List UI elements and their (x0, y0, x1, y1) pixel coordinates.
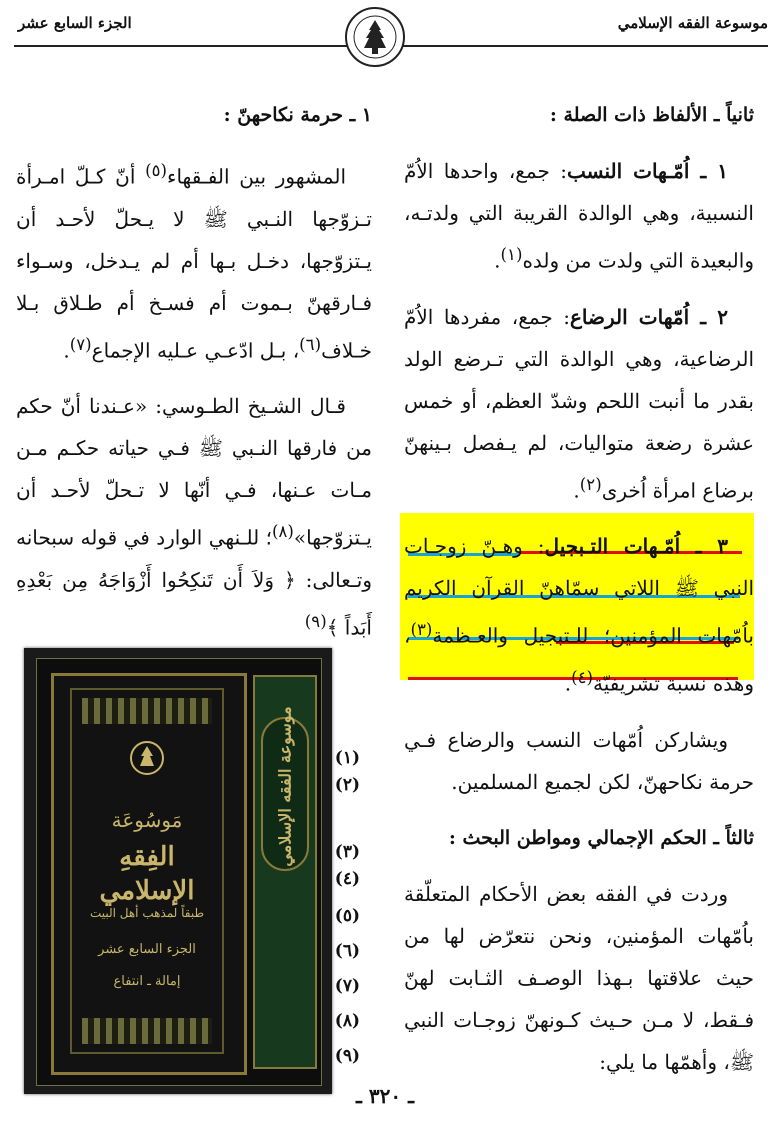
paragraph-sharing: ويشاركن اُمّهات النسب والرضاع فـي حرمة نكاحهنّ، لكن لجميع المسلمين. (404, 727, 754, 794)
footnote-marker: (٦) (334, 941, 360, 961)
header-left-title: الجزء السابع عشر (18, 14, 132, 32)
paragraph-nasab: ١ ـ اُمّـهات النسب: جمع، واحدها الاُمّ النسبية، وهي الوالدة القريبة التي ولدتـه، والبعيدة التي ولدت من ولده$^{(١)}$. (404, 159, 754, 273)
cover-frame (51, 673, 247, 1075)
cover-inner-frame (70, 688, 224, 1054)
book-volume: الجزء السابع عشر (98, 942, 196, 957)
subsection-heading: ١ ـ حرمة نكاحهنّ : (223, 104, 372, 126)
footnote-marker: (٥) (334, 906, 360, 926)
left-column (16, 94, 372, 663)
footnote-markers (332, 748, 360, 1073)
right-column (404, 94, 754, 1097)
paragraph-tabjil: ٣ ـ اُمّـهات التـبجيل: وهـنّ زوجـات النبي ﷺ اللاتي سمّاهنّ القرآن الكريم باُمّهات المؤمنين؛ للـتبجيل والعـظمة$^{(٣)}$، وهذه نسبة تشريفيّة$^{(٤)}$. (404, 534, 754, 696)
footnote-marker: (٨) (334, 1011, 360, 1031)
book-title-main: الفِقهِ الإسلامي (99, 842, 195, 906)
paragraph-rida: ٢ ـ اُمّهات الرضاع: جمع، مفردها الاُمّ الرضاعية، وهي الوالدة التي تـرضع الولد بقدر ما أنبت اللحم وشدّ العظم، أو خمس عشرة رضعة متواليات، لم يـفصل بـينهنّ برضاع امرأة اُخرى$^{(٢)}$. (404, 304, 754, 503)
footnote-marker: (٧) (334, 976, 360, 996)
book-cover (36, 658, 322, 1086)
ornament-band (82, 698, 212, 724)
ornament-band (82, 1018, 212, 1044)
footnote-marker: (٣) (334, 842, 360, 862)
header-right-title: موسوعة الفقه الإسلامي (617, 14, 768, 32)
footnote-marker: (٢) (334, 775, 360, 795)
footnote-marker: (٤) (334, 869, 360, 889)
footnote-marker: (١) (334, 748, 360, 768)
paragraph-hurma: المشهور بين الفـقهاء$^{(٥)}$ أنّ كـلّ امـرأة تـزوّجها النـبي ﷺ لا يـحلّ لأحـد أن يـتزوّجها، دخـل بـها أم لم يـدخل، وسـواء فـارقهنّ بـموت أم فسـخ أم طـلاق بـلا خـلاف$^{(٦)}$، بـل ادّعـي عـليه الإجماع$^{(٧)}$. (16, 161, 372, 363)
book-title-top: مَوسُوعَة (111, 808, 183, 832)
paragraph-tusi: قـال الشـيخ الطـوسي: «عـندنا أنّ حكم من فارقها النـبي ﷺ فـي حياته حكـم مـن مـات عـنها، فـي أنّها لا تـحلّ لأحـد أن يـتزوّجها»$^{(٨)}$؛ للـنهي الوارد في قوله سبحانه وتـعالى: ﴿ وَلاَ أَن تَنكِحُوا أَزْوَاجَهُ مِن بَعْدِهِ أَبَداً ﴾$^{(٩)}$ (16, 394, 372, 640)
spine-title: موسوعة الفقه الإسلامي (275, 706, 295, 867)
page-number: ـ ٣٢٠ ـ (356, 1084, 414, 1108)
book-spine (253, 675, 317, 1069)
emblem-icon (129, 740, 165, 776)
page-header (0, 0, 782, 60)
footnote-marker: (٩) (334, 1046, 360, 1066)
book-cover-image (24, 648, 332, 1094)
seal-emblem-icon (344, 6, 406, 68)
book-volume-topic: إمالة ـ انتفاع (113, 974, 181, 989)
book-subtitle: طبقاً لمذهب أهل البيت (89, 906, 205, 920)
paragraph-ahkam: وردت في الفقه بعض الأحكام المتعلّقة باُمّهات المؤمنين، ونحن نتعرّض لها من حيث علاقتها بـهذا الوصـف الثـابت لهنّ فـقط، لا مـن حـيث كـونهنّ زوجـات النبي ﷺ، وأهمّها ما يلي: (404, 881, 754, 1074)
section-heading: ثانياً ـ الألفاظ ذات الصلة : (549, 104, 754, 126)
section-heading-2: ثالثاً ـ الحكم الإجمالي ومواطن البحث : (448, 826, 754, 849)
